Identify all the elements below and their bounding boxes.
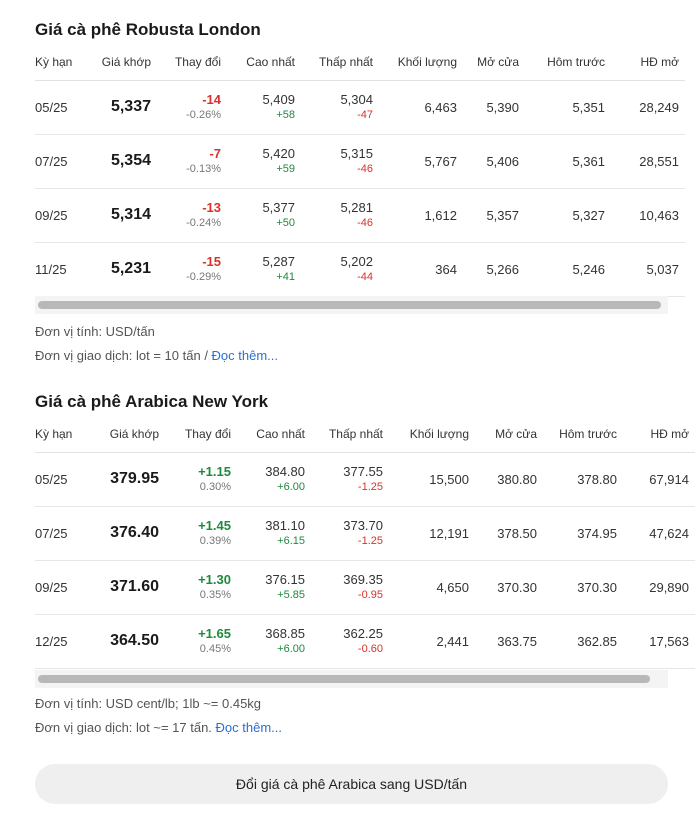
previous-cell: 5,327 <box>525 188 611 242</box>
low-value: 373.70 <box>343 517 383 533</box>
change-cell <box>157 242 227 296</box>
previous-cell: 5,351 <box>525 80 611 134</box>
high-change: +5.85 <box>277 588 305 601</box>
change-value: -15 <box>202 253 221 269</box>
high-cell <box>237 452 311 506</box>
table-row <box>35 242 685 296</box>
high-value: 5,420 <box>262 145 295 161</box>
volume-cell: 6,463 <box>379 80 463 134</box>
table-row <box>35 134 685 188</box>
term-cell: 07/25 <box>35 134 87 188</box>
convert-arabica-button[interactable]: Đổi giá cà phê Arabica sang USD/tấn <box>35 764 668 804</box>
change-value: -13 <box>202 199 221 215</box>
arabica-table-wrap[interactable] <box>35 416 689 669</box>
term-cell: 05/25 <box>35 452 87 506</box>
column-header: Hôm trước <box>543 416 623 452</box>
change-cell <box>157 188 227 242</box>
change-percent: -0.26% <box>186 108 221 121</box>
high-change: +6.15 <box>277 534 305 547</box>
match-price-cell: 364.50 <box>87 614 165 668</box>
high-value: 384.80 <box>265 463 305 479</box>
change-value: +1.15 <box>198 463 231 479</box>
previous-cell: 5,361 <box>525 134 611 188</box>
column-header: Thay đổi <box>157 44 227 80</box>
low-cell <box>311 614 389 668</box>
column-header: Thấp nhất <box>301 44 379 80</box>
low-value: 362.25 <box>343 625 383 641</box>
high-value: 5,377 <box>262 199 295 215</box>
column-header: Mở cửa <box>463 44 525 80</box>
scrollbar-thumb[interactable] <box>38 301 661 309</box>
volume-cell: 364 <box>379 242 463 296</box>
arabica-read-more-link[interactable]: Đọc thêm... <box>215 720 282 735</box>
low-value: 5,202 <box>340 253 373 269</box>
low-change: -46 <box>357 216 373 229</box>
change-percent: -0.24% <box>186 216 221 229</box>
match-price-cell: 5,314 <box>87 188 157 242</box>
previous-cell: 5,246 <box>525 242 611 296</box>
change-percent: 0.35% <box>199 588 231 601</box>
open-interest-cell: 10,463 <box>611 188 685 242</box>
open-interest-cell: 17,563 <box>623 614 695 668</box>
scrollbar-thumb[interactable] <box>38 675 650 683</box>
robusta-unit-note: Đơn vị tính: USD/tấn <box>35 324 155 339</box>
column-header: Kỳ hạn <box>35 416 87 452</box>
volume-cell: 12,191 <box>389 506 475 560</box>
term-cell: 12/25 <box>35 614 87 668</box>
change-cell <box>157 80 227 134</box>
low-change: -1.25 <box>357 480 383 493</box>
high-change: +6.00 <box>277 642 305 655</box>
high-change: +59 <box>276 162 295 175</box>
volume-cell: 1,612 <box>379 188 463 242</box>
low-change: -47 <box>357 108 373 121</box>
arabica-lot-note <box>35 720 282 735</box>
column-header: Kỳ hạn <box>35 44 87 80</box>
high-value: 5,287 <box>262 253 295 269</box>
change-value: +1.65 <box>198 625 231 641</box>
arabica-unit-note: Đơn vị tính: USD cent/lb; 1lb ~= 0.45kg <box>35 696 262 711</box>
open-interest-cell: 5,037 <box>611 242 685 296</box>
robusta-lot-text: Đơn vị giao dịch: lot = 10 tấn / <box>35 348 212 363</box>
high-cell <box>227 242 301 296</box>
previous-cell: 362.85 <box>543 614 623 668</box>
column-header: Khối lượng <box>389 416 475 452</box>
low-value: 5,281 <box>340 199 373 215</box>
change-value: +1.45 <box>198 517 231 533</box>
low-value: 5,315 <box>340 145 373 161</box>
match-price-cell: 5,231 <box>87 242 157 296</box>
table-row <box>35 560 695 614</box>
low-cell <box>301 188 379 242</box>
low-value: 377.55 <box>343 463 383 479</box>
high-value: 5,409 <box>262 91 295 107</box>
arabica-table <box>35 416 695 669</box>
term-cell: 05/25 <box>35 80 87 134</box>
volume-cell: 4,650 <box>389 560 475 614</box>
robusta-header-row <box>35 44 685 80</box>
low-value: 369.35 <box>343 571 383 587</box>
high-cell <box>227 134 301 188</box>
table-row <box>35 506 695 560</box>
robusta-horizontal-scrollbar[interactable] <box>35 296 668 314</box>
change-value: -7 <box>209 145 221 161</box>
open-cell: 5,357 <box>463 188 525 242</box>
open-cell: 370.30 <box>475 560 543 614</box>
high-change: +58 <box>276 108 295 121</box>
low-cell <box>311 560 389 614</box>
high-value: 368.85 <box>265 625 305 641</box>
volume-cell: 2,441 <box>389 614 475 668</box>
table-row <box>35 80 685 134</box>
match-price-cell: 5,354 <box>87 134 157 188</box>
low-cell <box>301 134 379 188</box>
term-cell: 09/25 <box>35 560 87 614</box>
column-header: Giá khớp <box>87 44 157 80</box>
open-interest-cell: 67,914 <box>623 452 695 506</box>
change-percent: -0.13% <box>186 162 221 175</box>
high-value: 376.15 <box>265 571 305 587</box>
low-cell <box>311 506 389 560</box>
change-cell <box>165 560 237 614</box>
high-value: 381.10 <box>265 517 305 533</box>
open-cell: 5,390 <box>463 80 525 134</box>
high-cell <box>227 80 301 134</box>
low-cell <box>301 242 379 296</box>
high-cell <box>237 560 311 614</box>
column-header: Thay đổi <box>165 416 237 452</box>
column-header: HĐ mở <box>623 416 695 452</box>
robusta-table-wrap[interactable] <box>35 44 679 297</box>
column-header: Giá khớp <box>87 416 165 452</box>
open-interest-cell: 47,624 <box>623 506 695 560</box>
column-header: HĐ mở <box>611 44 685 80</box>
previous-cell: 374.95 <box>543 506 623 560</box>
column-header: Mở cửa <box>475 416 543 452</box>
open-cell: 5,266 <box>463 242 525 296</box>
low-change: -0.95 <box>357 588 383 601</box>
column-header: Cao nhất <box>227 44 301 80</box>
change-value: -14 <box>202 91 221 107</box>
column-header: Thấp nhất <box>311 416 389 452</box>
table-row <box>35 452 695 506</box>
open-cell: 380.80 <box>475 452 543 506</box>
arabica-lot-text: Đơn vị giao dịch: lot ~= 17 tấn. <box>35 720 216 735</box>
table-row <box>35 188 685 242</box>
robusta-read-more-link[interactable]: Đọc thêm... <box>211 348 279 363</box>
match-price-cell: 371.60 <box>87 560 165 614</box>
open-cell: 378.50 <box>475 506 543 560</box>
arabica-horizontal-scrollbar[interactable] <box>35 670 668 688</box>
high-change: +41 <box>276 270 295 283</box>
high-change: +6.00 <box>277 480 305 493</box>
low-cell <box>311 452 389 506</box>
change-cell <box>165 452 237 506</box>
open-interest-cell: 28,551 <box>611 134 685 188</box>
change-cell <box>157 134 227 188</box>
low-change: -0.60 <box>357 642 383 655</box>
change-percent: 0.45% <box>199 642 231 655</box>
match-price-cell: 5,337 <box>87 80 157 134</box>
high-cell <box>227 188 301 242</box>
term-cell: 09/25 <box>35 188 87 242</box>
change-value: +1.30 <box>198 571 231 587</box>
column-header: Hôm trước <box>525 44 611 80</box>
arabica-header-row <box>35 416 695 452</box>
match-price-cell: 376.40 <box>87 506 165 560</box>
low-value: 5,304 <box>340 91 373 107</box>
match-price-cell: 379.95 <box>87 452 165 506</box>
low-change: -44 <box>357 270 373 283</box>
column-header: Khối lượng <box>379 44 463 80</box>
previous-cell: 370.30 <box>543 560 623 614</box>
high-cell <box>237 506 311 560</box>
low-cell <box>301 80 379 134</box>
high-change: +50 <box>276 216 295 229</box>
open-cell: 5,406 <box>463 134 525 188</box>
robusta-lot-note <box>35 348 278 363</box>
low-change: -1.25 <box>357 534 383 547</box>
table-row <box>35 614 695 668</box>
term-cell: 07/25 <box>35 506 87 560</box>
robusta-title: Giá cà phê Robusta London <box>35 20 261 39</box>
change-cell <box>165 614 237 668</box>
column-header: Cao nhất <box>237 416 311 452</box>
volume-cell: 15,500 <box>389 452 475 506</box>
low-change: -46 <box>357 162 373 175</box>
open-interest-cell: 29,890 <box>623 560 695 614</box>
volume-cell: 5,767 <box>379 134 463 188</box>
open-interest-cell: 28,249 <box>611 80 685 134</box>
change-percent: 0.30% <box>199 480 231 493</box>
open-cell: 363.75 <box>475 614 543 668</box>
robusta-table <box>35 44 685 297</box>
high-cell <box>237 614 311 668</box>
change-percent: 0.39% <box>199 534 231 547</box>
change-cell <box>165 506 237 560</box>
previous-cell: 378.80 <box>543 452 623 506</box>
term-cell: 11/25 <box>35 242 87 296</box>
change-percent: -0.29% <box>186 270 221 283</box>
arabica-title: Giá cà phê Arabica New York <box>35 392 269 411</box>
